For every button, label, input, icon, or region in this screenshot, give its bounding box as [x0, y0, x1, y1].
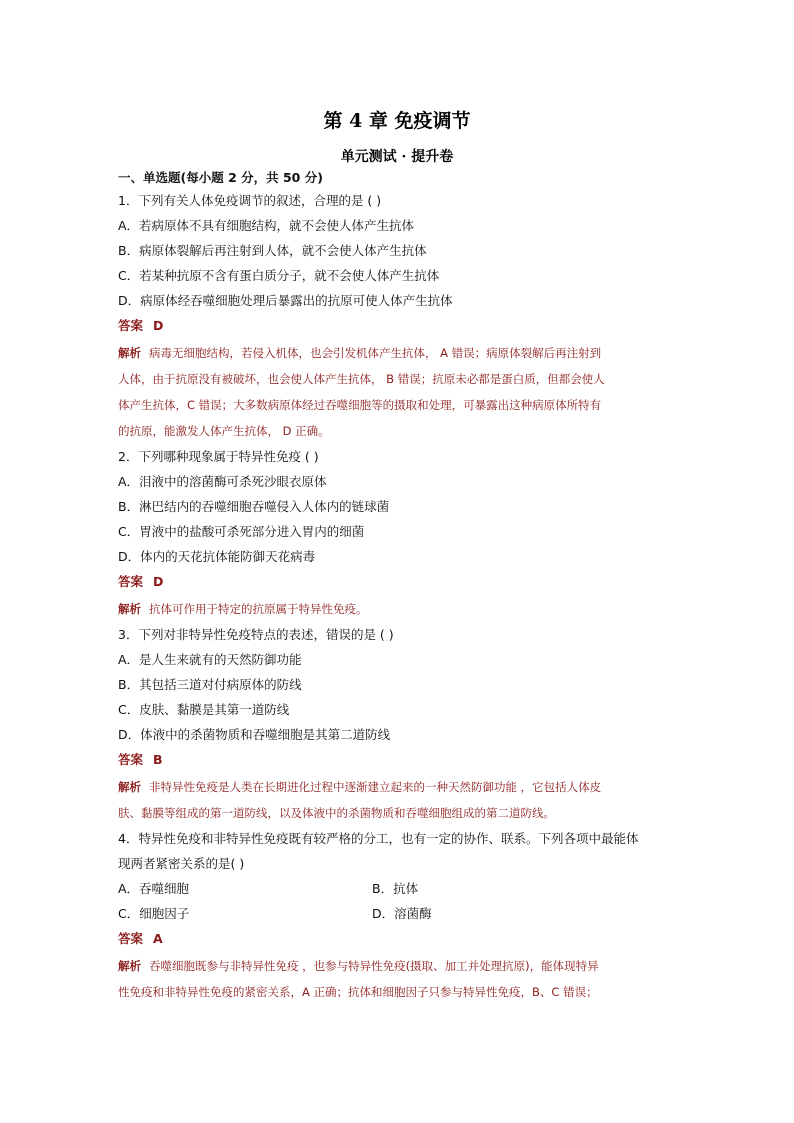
option-b: B．淋巴结内的吞噬细胞吞噬侵入人体内的链球菌 — [118, 499, 390, 514]
answer-value: B — [153, 752, 163, 767]
option-d: D．体内的天花抗体能防御天花病毒 — [118, 549, 316, 564]
analysis-label: 解析 — [118, 602, 141, 616]
analysis-line: 性免疫和非特异性免疫的紧密关系，A 正确；抗体和细胞因子只参与特异性免疫，B、C 错误； — [118, 985, 598, 999]
option-c: C．若某种抗原不含有蛋白质分子，就不会使人体产生抗体 — [118, 268, 440, 283]
answer-label: 答案 — [118, 752, 144, 767]
answer-value: D — [153, 318, 164, 333]
answer-label: 答案 — [118, 931, 144, 946]
option-d: D．溶菌酶 — [372, 906, 432, 921]
option-c: C．皮肤、黏膜是其第一道防线 — [118, 702, 290, 717]
question-1 — [118, 192, 684, 444]
option-b: B．其包括三道对付病原体的防线 — [118, 677, 302, 692]
option-row — [118, 905, 684, 930]
answer — [118, 751, 684, 769]
option-a: A．泪液中的溶菌酶可杀死沙眼衣原体 — [118, 474, 327, 489]
question-4 — [118, 830, 684, 1005]
analysis-line: 病毒无细胞结构，若侵入机体，也会引发机体产生抗体， A 错误；病原体裂解后再注射到 — [149, 346, 602, 360]
analysis — [118, 774, 684, 826]
answer — [118, 573, 684, 591]
chapter-title: 第 4 章 免疫调节 — [323, 110, 471, 132]
analysis-line: 抗体可作用于特定的抗原属于特异性免疫。 — [149, 602, 368, 616]
analysis — [118, 596, 684, 622]
question-2 — [118, 448, 684, 622]
option-c: C．细胞因子 — [118, 906, 190, 921]
analysis-line: 人体，由于抗原没有被破坏，也会使人体产生抗体， B 错误；抗原未必都是蛋白质，但都会使人 — [118, 372, 605, 386]
option-b: B．病原体裂解后再注射到人体，就不会使人体产生抗体 — [118, 243, 427, 258]
option-a: A．是人生来就有的天然防御功能 — [118, 652, 302, 667]
option-a: A．吞噬细胞 — [118, 881, 190, 896]
section-heading: 一、单选题(每小题 2 分，共 50 分) — [118, 170, 323, 185]
analysis-line: 体产生抗体，C 错误；大多数病原体经过吞噬细胞等的摄取和处理，可暴露出这种病原体所特有 — [118, 398, 602, 412]
question-stem: 3．下列对非特异性免疫特点的表述，错误的是 ( ) — [118, 627, 394, 642]
option-row — [118, 880, 684, 905]
option-c: C．胃液中的盐酸可杀死部分进入胃内的细菌 — [118, 524, 365, 539]
question-stem: 4．特异性免疫和非特异性免疫既有较严格的分工，也有一定的协作、联系。下列各项中最能体 — [118, 831, 639, 846]
option-d: D．体液中的杀菌物质和吞噬细胞是其第二道防线 — [118, 727, 391, 742]
analysis-label: 解析 — [118, 780, 141, 794]
answer-label: 答案 — [118, 318, 144, 333]
question-list — [118, 168, 684, 1009]
analysis — [118, 953, 684, 1005]
analysis-line: 肤、黏膜等组成的第一道防线，以及体液中的杀菌物质和吞噬细胞组成的第二道防线。 — [118, 806, 555, 820]
analysis-line: 的抗原，能激发人体产生抗体， D 正确。 — [118, 424, 330, 438]
question-3 — [118, 626, 684, 826]
option-b: B．抗体 — [372, 881, 419, 896]
answer — [118, 317, 684, 335]
analysis-line: 非特异性免疫是人类在长期进化过程中逐渐建立起来的一种天然防御功能 ，它包括人体皮 — [149, 780, 602, 794]
option-a: A．若病原体不具有细胞结构，就不会使人体产生抗体 — [118, 218, 415, 233]
test-subtitle: 单元测试 · 提升卷 — [340, 149, 454, 165]
answer — [118, 930, 684, 948]
answer-label: 答案 — [118, 574, 144, 589]
analysis — [118, 340, 684, 444]
question-stem: 1．下列有关人体免疫调节的叙述，合理的是 ( ) — [118, 193, 382, 208]
option-d: D．病原体经吞噬细胞处理后暴露出的抗原可使人体产生抗体 — [118, 293, 453, 308]
answer-value: D — [153, 574, 164, 589]
question-stem: 2．下列哪种现象属于特异性免疫 ( ) — [118, 449, 319, 464]
analysis-label: 解析 — [118, 346, 141, 360]
question-stem-continued: 现两者紧密关系的是( ) — [118, 856, 245, 871]
answer-value: A — [153, 931, 163, 946]
analysis-label: 解析 — [118, 959, 141, 973]
analysis-line: 吞噬细胞既参与非特异性免疫 ，也参与特异性免疫(摄取、加工并处理抗原)，能体现特异 — [149, 959, 599, 973]
